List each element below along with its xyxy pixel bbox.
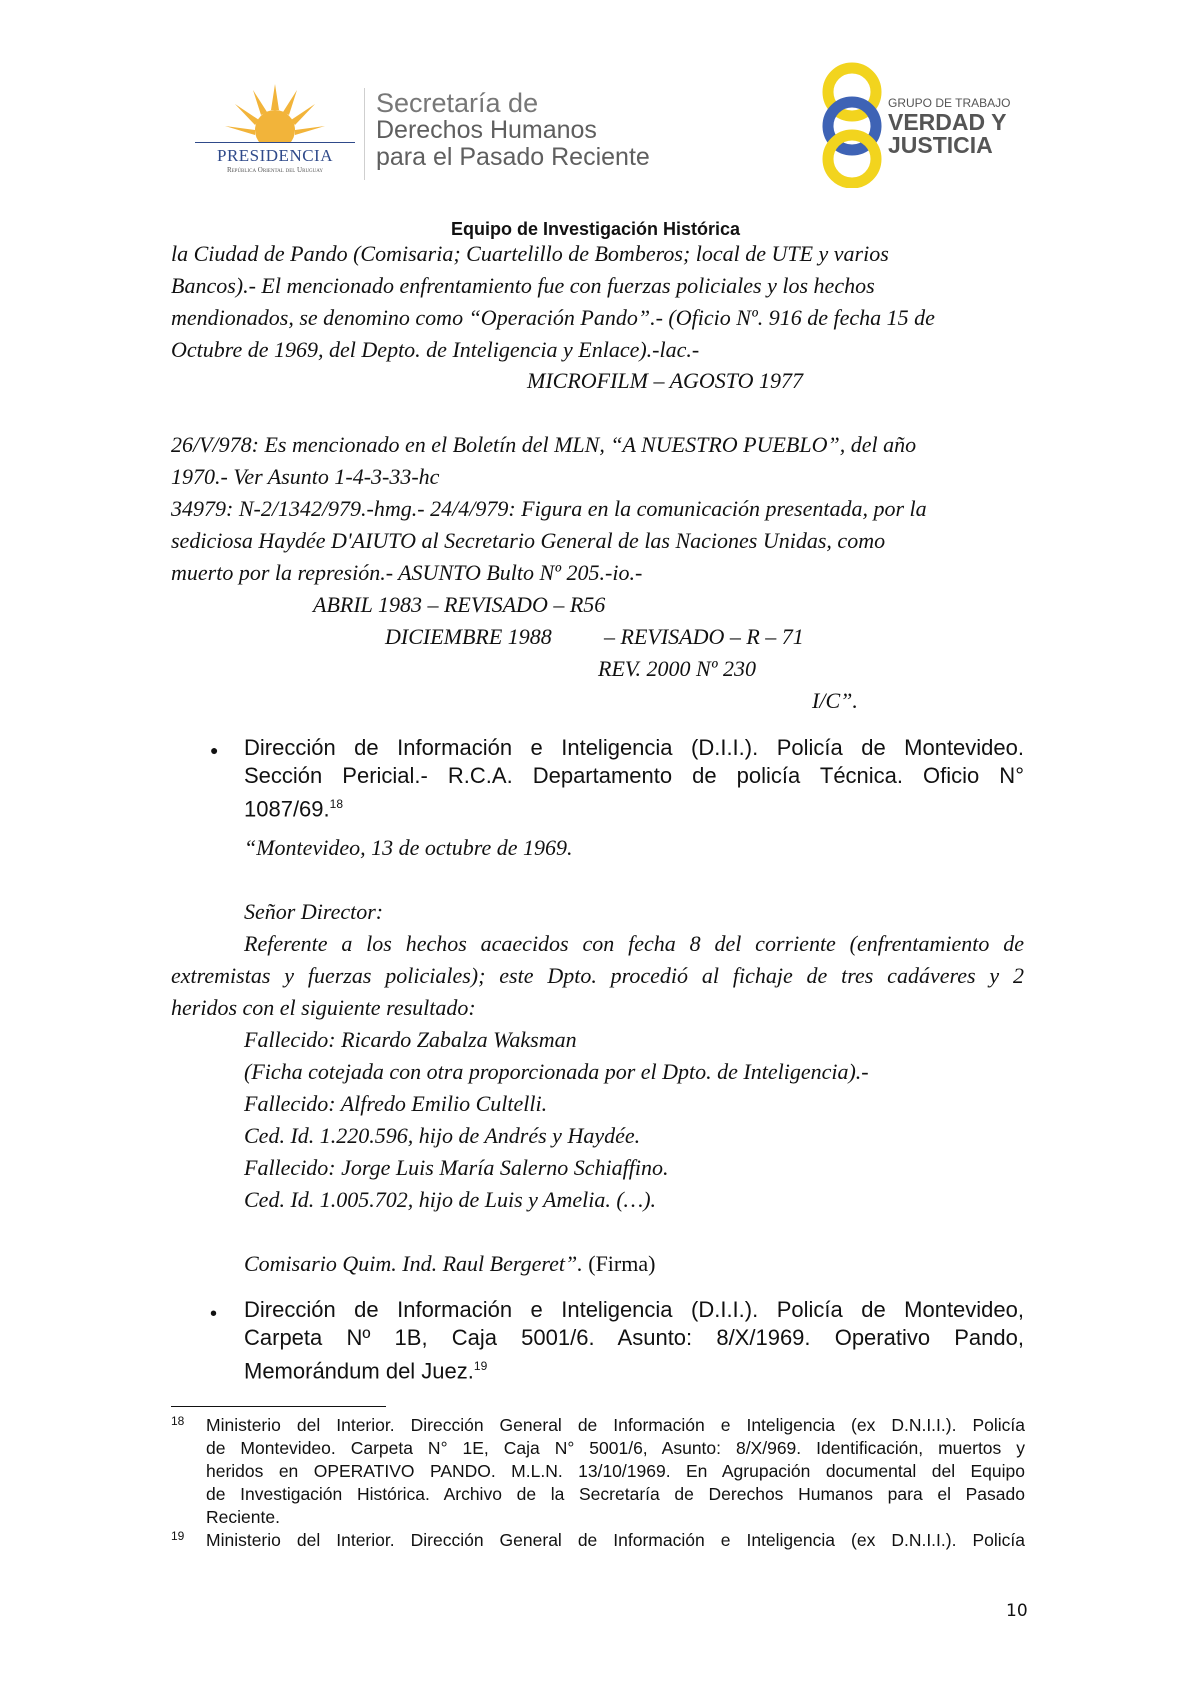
grupo-trabajo-logo [812,62,1042,188]
result-line-1: Fallecido: Ricardo Zabalza Waksman [244,1027,577,1052]
bullet-icon: ● [210,742,219,758]
footnote-18-line-2: de Montevideo. Carpeta N° 1E, Caja N° 5001/6, Asunto: 8/X/969. Identificación, muertos y [206,1438,1025,1458]
grupo-line3: JUSTICIA [888,132,993,158]
secretaria-line2: Derechos Humanos [376,116,597,144]
team-heading: Equipo de Investigación Histórica [450,219,741,239]
letter-signature [244,1251,655,1277]
footnote-19-line-1: Ministerio del Interior. Dirección General de Información e Inteligencia (ex D.N.I.I.). Policía [206,1530,1025,1550]
footnote-18 [206,1414,1025,1529]
presidencia-logo [195,82,355,174]
bullet2-line-1: Dirección de Información e Inteligencia (D.I.I.). Policía de Montevideo, [244,1297,1024,1322]
bullet2-block [244,1296,1024,1385]
logo-divider [364,88,365,180]
bullet2-line-3-text: Memorándum del Juez. [244,1358,474,1384]
quote-line-12a: DICIEMBRE 1988 [385,624,552,649]
grupo-line1: GRUPO DE TRABAJO [888,96,1011,110]
secretaria-line3: para el Pasado Reciente [376,143,650,171]
rings-icon [812,62,892,188]
footnote-number-19: 19 [171,1529,185,1543]
bullet1-line-3 [244,790,1024,823]
footnote-ref-19[interactable]: 19 [473,1359,488,1373]
quote-line-7: 1970.- Ver Asunto 1-4-3-33-hc [171,464,440,489]
footnote-18-line-5: Reciente. [206,1507,280,1527]
page-number: 10 [1006,1601,1028,1621]
quote-line-5: MICROFILM – AGOSTO 1977 [527,368,804,393]
grupo-line2: VERDAD Y [888,109,1007,135]
result-line-6: Ced. Id. 1.005.702, hijo de Luis y Amelia. (…). [244,1187,657,1212]
letter-paragraph-line-1: Referente a los hechos acaecidos con fecha 8 del corriente (enfrentamiento de [244,931,1024,956]
quote-line-8: 34979: N-2/1342/979.-hmg.- 24/4/979: Figura en la comunicación presentada, por la [171,496,927,521]
quote-line-11: ABRIL 1983 – REVISADO – R56 [313,592,606,617]
presidencia-wordmark: PRESIDENCIA [195,142,355,166]
result-line-3: Fallecido: Alfredo Emilio Cultelli. [244,1091,548,1116]
quote-line-14: I/C”. [812,688,858,713]
signature-note: (Firma) [588,1251,656,1276]
bullet-icon: • [210,1303,218,1325]
quote-line-10: muerto por la represión.- ASUNTO Bulto Nº 205.-io.- [171,560,643,585]
footnote-18-line-3: heridos en OPERATIVO PANDO. M.L.N. 13/10/1969. En Agrupación documental del Equipo [206,1461,1025,1481]
letter-paragraph-line-2: extremistas y fuerzas policiales); este Dpto. procedió al fichaje de tres cadáveres y 2 [171,963,1024,988]
result-line-2: (Ficha cotejada con otra proporcionada por el Dpto. de Inteligencia).- [244,1059,869,1084]
presidencia-subtitle: República Oriental del Uruguay [226,166,324,174]
quote-line-1: la Ciudad de Pando (Comisaria; Cuartelillo de Bomberos; local de UTE y varios [171,241,889,266]
bullet2-line-3 [244,1352,1024,1385]
secretaria-logo [376,90,650,171]
quote-line-12b: – REVISADO – R – 71 [604,624,804,649]
footnote-separator [171,1406,386,1407]
letter-date: “Montevideo, 13 de octubre de 1969. [244,835,573,860]
footnote-number-18: 18 [171,1414,185,1428]
bullet1-block [244,734,1024,823]
footnote-18-line-1: Ministerio del Interior. Dirección General de Información e Inteligencia (ex D.N.I.I.). Policía [206,1415,1025,1435]
secretaria-line1: Secretaría de [376,88,539,118]
quote-line-4: Octubre de 1969, del Depto. de Inteligencia y Enlace).-lac.- [171,337,700,362]
quote-line-9: sediciosa Haydée D'AIUTO al Secretario General de las Naciones Unidas, como [171,528,886,553]
bullet1-line-3-text: 1087/69. [244,796,330,822]
quote-line-3: mendionados, se denomino como “Operación Pando”.- (Oficio Nº. 916 de fecha 15 de [171,305,935,330]
quote-line-6: 26/V/978: Es mencionado en el Boletín del MLN, “A NUESTRO PUEBLO”, del año [171,432,917,457]
letter-salutation: Señor Director: [244,899,384,924]
footnote-ref-18[interactable]: 18 [329,797,343,811]
letter-paragraph-line-3: heridos con el siguiente resultado: [171,995,476,1020]
result-line-4: Ced. Id. 1.220.596, hijo de Andrés y Haydée. [244,1123,641,1148]
result-line-5: Fallecido: Jorge Luis María Salerno Schiaffino. [244,1155,669,1180]
bullet1-line-1: Dirección de Información e Inteligencia (D.I.I.). Policía de Montevideo. [244,735,1024,760]
footnote-18-line-4: de Investigación Histórica. Archivo de la Secretaría de Derechos Humanos para el Pasado [206,1484,1025,1504]
signature-name: Comisario Quim. Ind. Raul Bergeret”. [244,1251,583,1276]
quote-line-2: Bancos).- El mencionado enfrentamiento fue con fuerzas policiales y los hechos [171,273,875,298]
bullet1-line-2: Sección Pericial.- R.C.A. Departamento de policía Técnica. Oficio N° [244,763,1024,788]
bullet2-line-2: Carpeta Nº 1B, Caja 5001/6. Asunto: 8/X/1969. Operativo Pando, [244,1325,1024,1350]
quote-line-13: REV. 2000 Nº 230 [598,656,756,681]
